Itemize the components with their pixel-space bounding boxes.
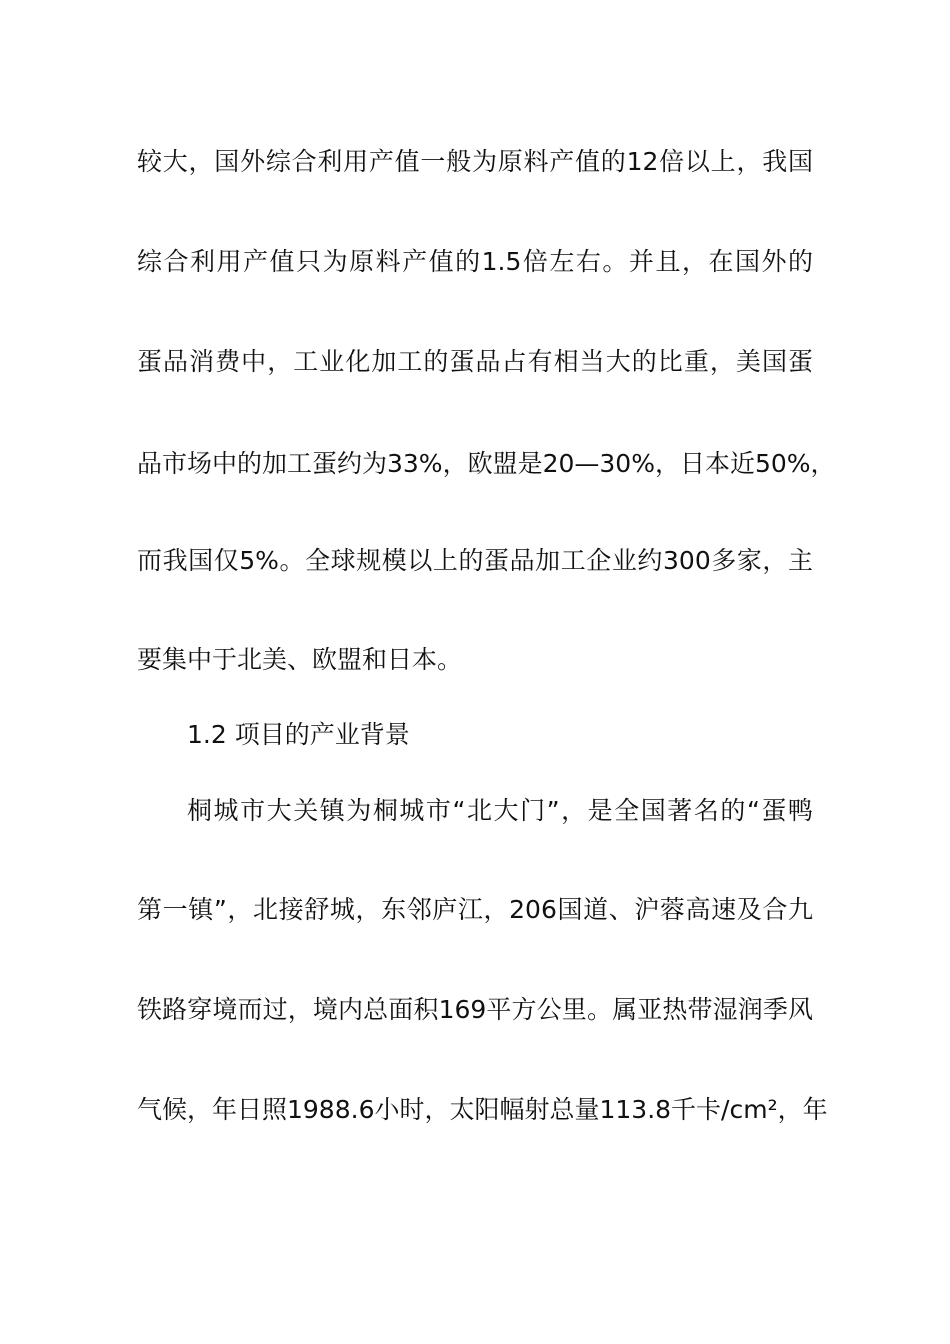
paragraph-line: 而我国仅5%。全球规模以上的蛋品加工企业约300多家，主 [137, 546, 813, 575]
paragraph-line: 气候，年日照1988.6小时，太阳幅射总量113.8千卡/cm²，年 [137, 1095, 828, 1124]
paragraph-line: 蛋品消费中，工业化加工的蛋品占有相当大的比重，美国蛋 [137, 347, 813, 376]
paragraph-line: 桐城市大关镇为桐城市“北大门”，是全国著名的“蛋鸭 [187, 796, 813, 825]
paragraph-line: 第一镇”，北接舒城，东邻庐江，206国道、沪蓉高速及合九 [137, 895, 813, 924]
paragraph-line: 较大，国外综合利用产值一般为原料产值的12倍以上，我国 [137, 147, 813, 176]
paragraph-line: 综合利用产值只为原料产值的1.5倍左右。并且，在国外的 [137, 247, 813, 276]
paragraph-line: 要集中于北美、欧盟和日本。 [137, 645, 463, 674]
paragraph-line: 品市场中的加工蛋约为33%，欧盟是20—30%，日本近50%， [137, 449, 836, 478]
section-heading: 1.2 项目的产业背景 [187, 720, 410, 749]
paragraph-line: 铁路穿境而过，境内总面积169平方公里。属亚热带湿润季风 [137, 995, 813, 1024]
